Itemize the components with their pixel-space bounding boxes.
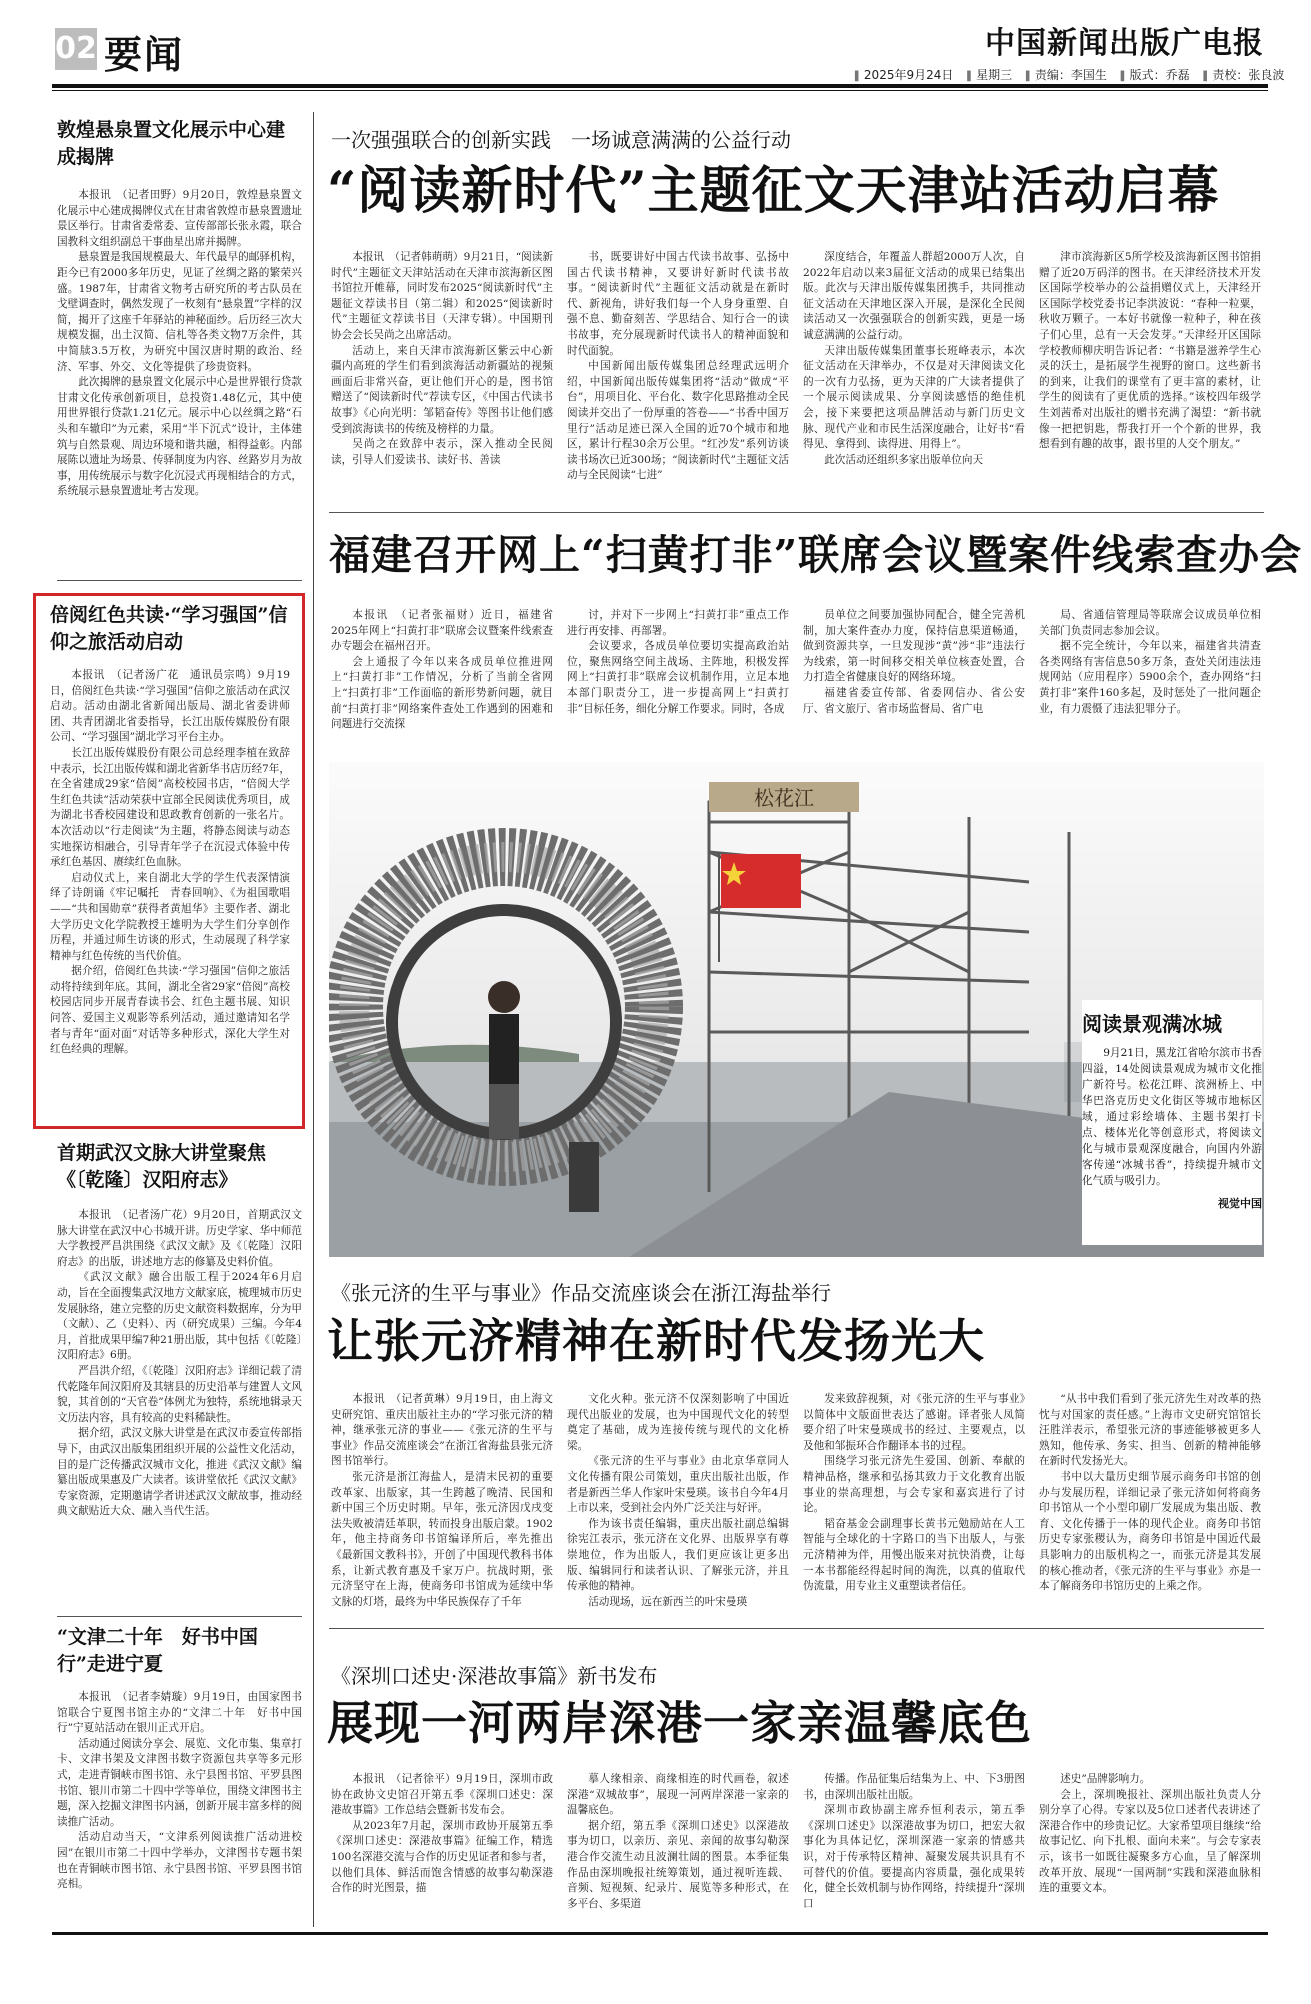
text-column — [567, 608, 789, 748]
text-column — [1039, 250, 1261, 502]
section-title: 要闻 — [104, 32, 185, 77]
article-body — [57, 1208, 302, 1606]
story-kicker: 《深圳口述史·深港故事篇》新书发布 — [331, 1664, 658, 1688]
proof-credit: ▌ 责校：张良波 — [1204, 68, 1285, 82]
issue-date: ▌ 2025年9月24日 — [855, 68, 953, 82]
text-column — [331, 1392, 553, 1620]
footer-rule — [52, 1932, 1268, 1935]
paragraph: 本报讯 （记者张福财）近日，福建省2025年网上“扫黄打非”联席会议暨案件线索查办专题会在福州召开。 — [331, 609, 553, 653]
paragraph: 据介绍，第五季《深圳口述史》以深港故事为切口，以亲历、亲见、亲闻的故事勾勒深港合作交流生动且波澜壮阔的图景。本季征集作品由深圳晚报社统筹策划，通过视听连载、音频、短视频、纪录片、展览等多种形式，在多平台、多渠道 — [567, 1819, 789, 1910]
paragraph: 本报讯 （记者田野）9月20日，敦煌悬泉置文化展示中心建成揭牌仪式在甘肃省敦煌市悬泉置遗址景区举行。甘肃省委常委、宣传部部长张永霞，联合国教科文组织副总干事曲星出席并揭牌。 — [57, 189, 302, 248]
paragraph: 天津出版传媒集团董事长班峰表示，本次征文活动在天津举办，不仅是对天津阅读文化的一次有力弘扬，更为天津的广大读者提供了一个展示阅读成果、分享阅读感悟的绝佳机会，接下来要把这项品牌活动与新门历史文脉、现代产业和市民生活深度融合，让好书“看得见、拿得到、读得进、用得上”。 — [803, 344, 1025, 451]
paragraph: 会上通报了今年以来各成员单位推进网上“扫黄打非”工作情况，分析了当前全省网上“扫黄打非”工作面临的新形势新问题，就目前“扫黄打非”网络案件查处工作遇到的困难和问题进行交流探 — [331, 655, 553, 731]
page-number: 02 — [55, 28, 97, 70]
text-column — [803, 608, 1025, 748]
bridge-sign-text: 松花江 — [754, 786, 814, 810]
divider — [57, 580, 302, 581]
text-column — [331, 250, 553, 502]
caption-text: 9月21日，黑龙江省哈尔滨市书香四溢，14处阅读景观成为城市文化推广新符号。松花江畔、滨洲桥上、中华巴洛克历史文化街区等城市地标区域，通过彩绘墙体、主题书架打卡点、楼体光化等创意形式，将阅读文化与城市景观深度融合，向国内外游客传递“冰城书香”，持续提升城市文化气质与吸引力。 — [1082, 1047, 1262, 1187]
text-column — [567, 250, 789, 502]
story-kicker: 一次强强联合的创新实践 一场诚意满满的公益行动 — [331, 128, 791, 152]
story-headline: 让张元济精神在新时代发扬光大 — [327, 1314, 985, 1368]
paragraph: 会议要求，各成员单位要切实提高政治站位，聚焦网络空间主战场、主阵地，积极发挥网上“扫黄打非”联席会议机制作用，立足本地本部门职责分工，进一步提高网上“扫黄打非”目标任务，细化分解工作要求。同时，各成 — [567, 640, 789, 715]
text-column — [567, 1772, 789, 1920]
text-column — [803, 1772, 1025, 1920]
paragraph: 据不完全统计，今年以来，福建省共清查各类网络有害信息50多万条，查处关闭违法违规网站（应用程序）5900余个，查办网络“扫黄打非”案件160多起，及时惩处了一批问题企业，有力震慑了违法犯罪分子。 — [1039, 640, 1261, 715]
paragraph: 作为该书责任编辑，重庆出版社副总编辑徐宪江表示，张元济在文化界、出版界享有尊崇地位，作为出版人，我们更应该让更多出版、编辑同行和读者认识、了解张元济，并且传承他的精神。 — [567, 1517, 789, 1593]
paragraph: 本报讯 （记者韩萌萌）9月21日，“阅读新时代”主题征文天津站活动在天津市滨海新区图书馆拉开帷幕，同时发布2025“阅读新时代”主题征文荐读书目（第二辑）和2025“阅读新时代”主题征文荐读书目（天津专辑）。中国期刊协会会长吴尚之出席活动。 — [331, 251, 553, 341]
divider — [329, 512, 1264, 513]
paragraph: 会上，深圳晚报社、深圳出版社负责人分别分享了心得。专家以及5位口述者代表讲述了深港合作中的珍贵记忆。大家希望项目继续“给故事记忆、向下扎根、面向未来”。与会专家表示，该书一如既往凝聚多方心血，呈了解深圳改革开放、展现“一国两制”实践和深港血脉相连的重要文本。 — [1039, 1788, 1261, 1895]
paragraph: 活动启动当天，“文津系列阅读推广活动进校园”在银川市第二十四中学举办，文津图书专题书架也在青铜峡市图书馆、永宁县图书馆、平罗县图书馆亮相。 — [57, 1831, 302, 1891]
photo-credit: 视觉中国 — [1218, 1197, 1262, 1210]
paragraph: 中国新闻出版传媒集团总经理武远明介绍，中国新闻出版传媒集团将“活动”做成“平台”，用项目化、平台化、数字化思路推动全民阅读并交出了一份厚重的答卷——“书香中国万里行”活动足迹已深入全国的近70个城市和地区，累计行程30余万公里。“红沙发”系列访谈读书场次已近300场；“阅读新时代”主题征文活动与全民阅读“七进” — [567, 360, 789, 482]
paragraph: 述史”品牌影响力。 — [1060, 1773, 1151, 1785]
paragraph: 《武汉文献》融合出版工程于2024年6月启动，旨在全面搜集武汉地方文献家底，梳理城市历史发展脉络，建立完整的历史文献资料数据库，分为甲（文献）、乙（史料）、丙（研究成果）三编。今年4月，首批成果甲编7种21册出版，其中包括《〔乾隆〕汉阳府志》6册。 — [57, 1271, 302, 1362]
layout-credit: ▌ 版式：乔磊 — [1121, 68, 1190, 82]
caption-title: 阅读景观满冰城 — [1082, 1012, 1222, 1036]
paragraph: 韬奋基金会副理事长黄书元勉励站在人工智能与全球化的十字路口的当下出版人，与张元济精神为伴，用慢出版来对抗快消费，让每一本书都能经得起时间的淘洗，以真的值取代伪流量，用专业主义重塑读者信任。 — [803, 1517, 1025, 1593]
story-kicker: 《张元济的生平与事业》作品交流座谈会在浙江海盐举行 — [331, 1281, 831, 1305]
column-divider — [313, 112, 314, 1927]
article-body — [57, 188, 302, 570]
text-column — [1039, 1772, 1261, 1920]
story-body — [331, 250, 1261, 502]
paragraph: 悬泉置是我国规模最大、年代最早的邮驿机构，距今已有2000多年历史，见证了丝绸之路的繁荣兴盛。1987年，甘肃省文物考古研究所的考古队员在戈壁调查时，偶然发现了一枚刻有“悬泉置”字样的汉简，揭开了这座千年驿站的神秘面纱。后历经三次大规模发掘，出土汉简、信札等各类文物7万余件，其中简牍3.5万枚，为研究中国汉唐时期的政治、经济、军事、外交、文化等提供了珍贵资料。 — [57, 251, 302, 373]
text-column — [1039, 1392, 1261, 1620]
article-title: “文津二十年 好书中国行”走进宁夏 — [57, 1626, 258, 1675]
paragraph: 活动通过阅读分享会、展览、文化市集、集章打卡、文津书架及文津图书数字资源包共享等多元形式，走进青铜峡市图书馆、永宁县图书馆、平罗县图书馆、银川市第二十四中学等单位，围绕文津图书主题，深入挖掘文津图书内涵，创新开展丰富多样的阅读推广活动。 — [57, 1737, 302, 1828]
story-body — [331, 1392, 1261, 1620]
article-title: 敦煌悬泉置文化展示中心建成揭牌 — [57, 119, 286, 168]
story-body — [331, 608, 1261, 748]
header-rule-thin — [52, 90, 1268, 91]
paragraph: 启动仪式上，来自湖北大学的学生代表深情演绎了诗朗诵《牢记嘱托 青春回响》、《为祖国歌唱——“共和国勋章”获得者黄旭华》主要作者、湖北大学历史文化学院教授王雄明为大学生们分享创作历程，并通过师生访谈的形式，生动展现了科学家精神与红色传统的当代价值。 — [50, 871, 290, 962]
text-column — [331, 608, 553, 748]
paragraph: 此次揭牌的悬泉置文化展示中心是世界银行贷款甘肃文化传承创新项目，总投资1.48亿元，其中使用世界银行贷款1.21亿元。展示中心以丝绸之路“石头和车辙印”为元素，采用“半下沉式”设计，主体建筑与自然景观、周边环境和谐共融，相得益彰。内部展陈以遗址为场景、传驿制度为内容、丝路岁月为故事，用传统展示与数字化沉浸式再现相结合的方式，系统展示悬泉置遗址考古发现。 — [57, 376, 302, 498]
paragraph: 传播。作品征集后结集为上、中、下3册图书，由深圳出版社出版。 — [803, 1773, 1025, 1801]
paragraph: 活动上，来自天津市滨海新区紫云中心新疆内高班的学生们看到滨海活动新疆站的视频画面后非常兴奋，更让他们开心的是，图书馆赠送了“阅读新时代”荐读专区，《中国古代读书故事》《心向光明：邹韬奋传》等图书让他们感受到滨海读书的传统及榜样的力量。 — [331, 344, 553, 435]
photo-caption — [1082, 1000, 1262, 1245]
paragraph: 从2023年7月起，深圳市政协开展第五季《深圳口述史：深港故事篇》征编工作，精选100名深港交流与合作的历史见证者和参与者，以他们具体、鲜活而饱含情感的故事勾勒深港合作的时光图景，描 — [331, 1819, 553, 1895]
divider — [57, 1616, 302, 1617]
story-body — [331, 1772, 1261, 1920]
paragraph: 局、省通信管理局等联席会议成员单位相关部门负责同志参加会议。 — [1039, 609, 1261, 637]
paragraph: 深度结合，年覆盖人群超2000万人次，自2022年启动以来3届征文活动的成果已结集出版。此次与天津出版传媒集团携手，共同推动征文活动在天津地区深入开展，是深化全民阅读活动又一次强强联合的创新实践，更是一场诚意满满的公益行动。 — [803, 251, 1025, 341]
paragraph: 本报讯 （记者徐平）9月19日，深圳市政协在政协文史馆召开第五季《深圳口述史：深港故事篇》工作总结会暨新书发布会。 — [331, 1773, 553, 1817]
paragraph: 本报讯 （记者汤广花）9月20日，首期武汉文脉大讲堂在武汉中心书城开讲。历史学家、华中师范大学教授严昌洪围绕《武汉文献》及《〔乾隆〕汉阳府志》的出版，讲述地方志的修纂及史料价值。 — [57, 1209, 302, 1268]
story-headline: 展现一河两岸深港一家亲温馨底色 — [327, 1696, 1032, 1750]
paragraph: 据介绍，武汉文脉大讲堂是在武汉市委宣传部指导下，由武汉出版集团组织开展的公益性文化活动，目的是广泛传播武汉城市文化，推进《武汉文献》编纂出版成果惠及广大读者。该讲堂依托《武汉文献》专家资源，定期邀请学者讲述武汉文献故事，推动经典文献贴近大众、融入当代生活。 — [57, 1427, 302, 1518]
text-column — [567, 1392, 789, 1620]
paragraph: 本报讯 （记者黄琳）9月19日，由上海文史研究馆、重庆出版社主办的“学习张元济的精神，继承张元济的事业——《张元济的生平与事业》作品交流座谈会”在浙江省海盐县张元济图书馆举行。 — [331, 1393, 553, 1468]
paragraph: 严昌洪介绍，《〔乾隆〕汉阳府志》详细记载了清代乾隆年间汉阳府及其辖县的历史沿革与建置人文风貌，其首创的“天官卷”体例尤为独特，系统地辑录天文历法内容，具有较高的史料稀缺性。 — [57, 1364, 302, 1424]
divider — [329, 1628, 1264, 1629]
paragraph: 吴尚之在致辞中表示，深入推动全民阅读，引导人们爱读书、读好书、善读 — [331, 438, 553, 466]
text-column — [1039, 608, 1261, 748]
paragraph: 摹人缘相亲、商缘相连的时代画卷，叙述深港“双城故事”，展现一河两岸深港一家亲的温馨底色。 — [567, 1773, 789, 1817]
paragraph: 据介绍，倍阅红色共读·“学习强国”信仰之旅活动将持续到年底。其间，湖北全省29家“倍阅”高校校园店同步开展青春读书会、红色主题书展、知识问答、爱国主义观影等系列活动，通过邀请知名学者与青年“面对面”对话等多种形式，深化大学生对红色经典的理解。 — [50, 965, 290, 1056]
article-body — [57, 1690, 302, 1915]
paragraph: 深圳市政协副主席乔恒利表示，第五季《深圳口述史》以深港故事为切口，把宏大叙事化为具体记忆，深圳深港一家亲的情感共识，对于传承特区精神、凝聚发展共识具有不可替代的价值。要提高内容质量，强化成果转化，健全长效机制与协作网络，持续提升“深圳口 — [803, 1804, 1025, 1910]
article-title: 倍阅红色共读·“学习强国”信仰之旅活动启动 — [50, 604, 288, 653]
paragraph: 长江出版传媒股份有限公司总经理李植在致辞中表示，长江出版传媒和湖北省新华书店历经7年，在全省建成29家“倍阅”高校校园书店，“倍阅大学生红色共读”活动荣获中宣部全民阅读优秀项目，成为湖北书香校园建设和思政教育创新的一张名片。本次活动以“行走阅读”为主题，将静态阅读与动态实地探访相融合，引导青年学子在沉浸式体验中传承红色基因、赓续红色血脉。 — [50, 746, 290, 869]
paragraph: 本报讯 （记者汤广花 通讯员宗鸣）9月19日，倍阅红色共读·“学习强国”信仰之旅活动在武汉启动。活动由湖北省新闻出版局、湖北省委讲师团、共青团湖北省委指导，长江出版传媒股份有限公司、“学习强国”湖北学习平台主办。 — [50, 669, 290, 744]
editor-credit: ▌ 责编：李国生 — [1026, 68, 1107, 82]
paragraph: 张元济是浙江海盐人，是清末民初的重要改革家、出版家，其一生跨越了晚清、民国和新中国三个历史时期。早年，张元济因戊戌变法失败被清廷革职，转而投身出版启蒙。1902年，他主持商务印书馆编译所后，率先推出《最新国文教科书》，开创了中国现代教科书体系，让新式教育惠及千家万户。抗战时期，张元济坚守在上海，使商务印书馆成为延续中华文脉的灯塔，最终为中华民族保存了千年 — [331, 1470, 553, 1608]
article-body — [50, 668, 290, 1114]
paragraph: 书，既要讲好中国古代读书故事、弘扬中国古代读书精神，又要讲好新时代读书故事。“阅读新时代”主题征文活动就是在新时代、新视角，讲好我们每一个人身身重塑、自强不息、勤奋刻苦、学思结合、知行合一的读书故事，充分展现新时代读书人的精神面貌和时代面貌。 — [567, 251, 789, 357]
paragraph: 员单位之间要加强协同配合，健全完善机制，加大案件查办力度，保持信息渠道畅通，做到资源共享，一旦发现涉“黄”涉“非”违法行为线索，第一时间移交相关单位核查处置，合力打造全省健康良好的网络环境。 — [803, 609, 1025, 684]
masthead: 中国新闻出版广电报 — [985, 26, 1264, 61]
paragraph: 活动现场，远在新西兰的叶宋曼瑛 — [588, 1595, 748, 1608]
paragraph: 本报讯 （记者李婧璇）9月19日，由国家图书馆联合宁夏图书馆主办的“文津二十年 好书中国行”宁夏站活动在银川正式开启。 — [57, 1691, 302, 1735]
paragraph: 讨，并对下一步网上“扫黄打非”重点工作进行再安排、再部署。 — [567, 609, 789, 637]
paragraph: 《张元济的生平与事业》由北京华章同人文化传播有限公司策划，重庆出版社出版，作者是新西兰华人作家叶宋曼瑛。该书自今年4月上市以来，受到社会内外广泛关注与好评。 — [567, 1455, 789, 1515]
dateline — [855, 66, 1294, 83]
paragraph: 文化火种。张元济不仅深刻影响了中国近现代出版业的发展，也为中国现代文化的转型奠定了基础，成为连接传统与现代的文化桥梁。 — [567, 1393, 789, 1452]
paragraph: 书中以大量历史细节展示商务印书馆的创办与发展历程，详细记录了张元济如何将商务印书馆从一个小型印刷厂发展成为集出版、教育、文化传播于一体的现代企业。商务印书馆历史专家张稷认为，商务印书馆是中国近代最具影响力的出版机构之一，而张元济是其发展的核心推动者，《张元济的生平与事业》亦是一本了解商务印书馆历史的上乘之作。 — [1039, 1470, 1261, 1593]
paragraph: 津市滨海新区5所学校及滨海新区图书馆捐赠了近20万码洋的图书。在天津经济技术开发区国际学校举办的公益捐赠仪式上，天津经开区国际学校党委书记李洪波说：“春种一粒粟，秋收万颗子。一本好书就像一粒种子，种在孩子们心里，总有一天会发芽。”天津经开区国际学校教师柳庆明告诉记者：“书籍是滋养学生心灵的沃土，是拓展学生视野的窗口。这些新书的到来，让我们的课堂有了更丰富的素材，让学生的阅读有了更优质的选择。”该校四年级学生刘茜希对出版社的赠书充满了渴望：“新书就像一把把钥匙，帮我打开一个个新的世界，我想看到有趣的故事，跟书里的人交个朋友。” — [1039, 251, 1261, 451]
paragraph: 福建省委宣传部、省委网信办、省公安厅、省文旅厅、省市场监督局、省广电 — [803, 686, 1025, 715]
story-headline: “阅读新时代”主题征文天津站活动启幕 — [327, 161, 1220, 221]
paragraph: “从书中我们看到了张元济先生对改革的热忱与对国家的责任感。”上海市文史研究馆馆长汪胜洋表示，希望张元济的事迹能够被更多人熟知，他传承、务实、担当、创新的精神能够在新时代发扬光大。 — [1039, 1393, 1261, 1468]
text-column — [331, 1772, 553, 1920]
text-column — [803, 1392, 1025, 1620]
paragraph: 此次活动还组织多家出版单位向天 — [824, 453, 984, 466]
text-column — [803, 250, 1025, 502]
header-rule — [52, 84, 1268, 88]
weekday: ▌ 星期三 — [967, 68, 1012, 82]
article-title: 首期武汉文脉大讲堂聚焦《〔乾隆〕汉阳府志》 — [57, 1142, 267, 1191]
paragraph: 发来致辞视频，对《张元济的生平与事业》以简体中文版面世表达了感谢。译者张人凤简要介绍了叶宋曼瑛成书的经过、主要观点，以及他和邹振环合作翻译本书的过程。 — [803, 1393, 1025, 1452]
paragraph: 围绕学习张元济先生爱国、创新、奉献的精神品格，继承和弘扬其致力于文化教育出版事业的崇高理想，与会专家和嘉宾进行了讨论。 — [803, 1455, 1025, 1515]
story-headline: 福建召开网上“扫黄打非”联席会议暨案件线索查办会 — [329, 531, 1303, 579]
